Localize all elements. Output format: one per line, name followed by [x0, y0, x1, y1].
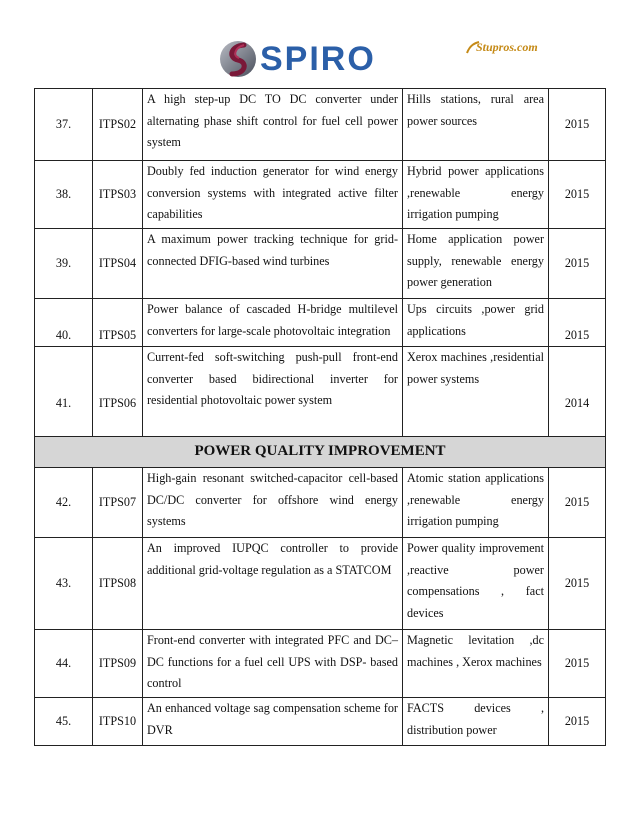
project-code: ITPS08 — [93, 538, 143, 630]
section-heading: POWER QUALITY IMPROVEMENT — [35, 437, 606, 468]
project-year: 2015 — [549, 299, 606, 347]
project-title: Doubly fed induction generator for wind energy conversion systems with integrated active filter capabilities — [143, 161, 403, 229]
row-number: 39. — [35, 229, 93, 299]
table-row — [35, 347, 606, 437]
table-row — [35, 698, 606, 746]
stupros-logo-text: Stupros.com — [476, 40, 538, 54]
project-title: Front-end converter with integrated PFC and DC–DC functions for a fuel cell UPS with DSP- based control — [143, 630, 403, 698]
project-application: Power quality improvement ,reactive power compensations , fact devices — [403, 538, 549, 630]
table-row — [35, 630, 606, 698]
project-year: 2015 — [549, 630, 606, 698]
table-row — [35, 229, 606, 299]
project-title: High-gain resonant switched-capacitor cell-based DC/DC converter for offshore wind energy systems — [143, 468, 403, 538]
project-table — [34, 88, 606, 746]
project-year: 2015 — [549, 161, 606, 229]
row-number: 45. — [35, 698, 93, 746]
spiro-swirl-icon — [218, 36, 258, 82]
project-application: Xerox machines ,residential power systems — [403, 347, 549, 437]
project-application: Ups circuits ,power grid applications — [403, 299, 549, 347]
project-code: ITPS06 — [93, 347, 143, 437]
project-code: ITPS07 — [93, 468, 143, 538]
project-application: Magnetic levitation ,dc machines , Xerox machines — [403, 630, 549, 698]
table-row — [35, 89, 606, 161]
project-application: Home application power supply, renewable energy power generation — [403, 229, 549, 299]
project-title: An enhanced voltage sag compensation scheme for DVR — [143, 698, 403, 746]
project-year: 2015 — [549, 89, 606, 161]
project-year: 2015 — [549, 229, 606, 299]
project-title: A high step-up DC TO DC converter under alternating phase shift control for fuel cell power system — [143, 89, 403, 161]
project-application: Hybrid power applications ,renewable energy irrigation pumping — [403, 161, 549, 229]
row-number: 42. — [35, 468, 93, 538]
page-header — [0, 0, 638, 88]
row-number: 37. — [35, 89, 93, 161]
spiro-logo-text: SPIRO — [260, 40, 376, 78]
spiro-logo — [218, 36, 388, 86]
table-row — [35, 161, 606, 229]
project-code: ITPS02 — [93, 89, 143, 161]
row-number: 43. — [35, 538, 93, 630]
row-number: 41. — [35, 347, 93, 437]
project-title: Power balance of cascaded H-bridge multilevel converters for large-scale photovoltaic integration — [143, 299, 403, 347]
stupros-logo — [466, 38, 552, 60]
row-number: 44. — [35, 630, 93, 698]
project-title: Current-fed soft-switching push-pull front-end converter based bidirectional inverter for residential photovoltaic power system — [143, 347, 403, 437]
project-application: Hills stations, rural area power sources — [403, 89, 549, 161]
project-application: FACTS devices , distribution power — [403, 698, 549, 746]
project-code: ITPS09 — [93, 630, 143, 698]
project-code: ITPS03 — [93, 161, 143, 229]
table-row — [35, 538, 606, 630]
table-row — [35, 299, 606, 347]
row-number: 38. — [35, 161, 93, 229]
project-code: ITPS05 — [93, 299, 143, 347]
project-code: ITPS04 — [93, 229, 143, 299]
project-year: 2015 — [549, 698, 606, 746]
project-code: ITPS10 — [93, 698, 143, 746]
project-year: 2014 — [549, 347, 606, 437]
table-row — [35, 468, 606, 538]
section-heading-row — [35, 437, 606, 468]
row-number: 40. — [35, 299, 93, 347]
project-title: A maximum power tracking technique for grid-connected DFIG-based wind turbines — [143, 229, 403, 299]
project-application: Atomic station applications ,renewable energy irrigation pumping — [403, 468, 549, 538]
project-year: 2015 — [549, 538, 606, 630]
project-year: 2015 — [549, 468, 606, 538]
project-title: An improved IUPQC controller to provide additional grid-voltage regulation as a STATCOM — [143, 538, 403, 630]
